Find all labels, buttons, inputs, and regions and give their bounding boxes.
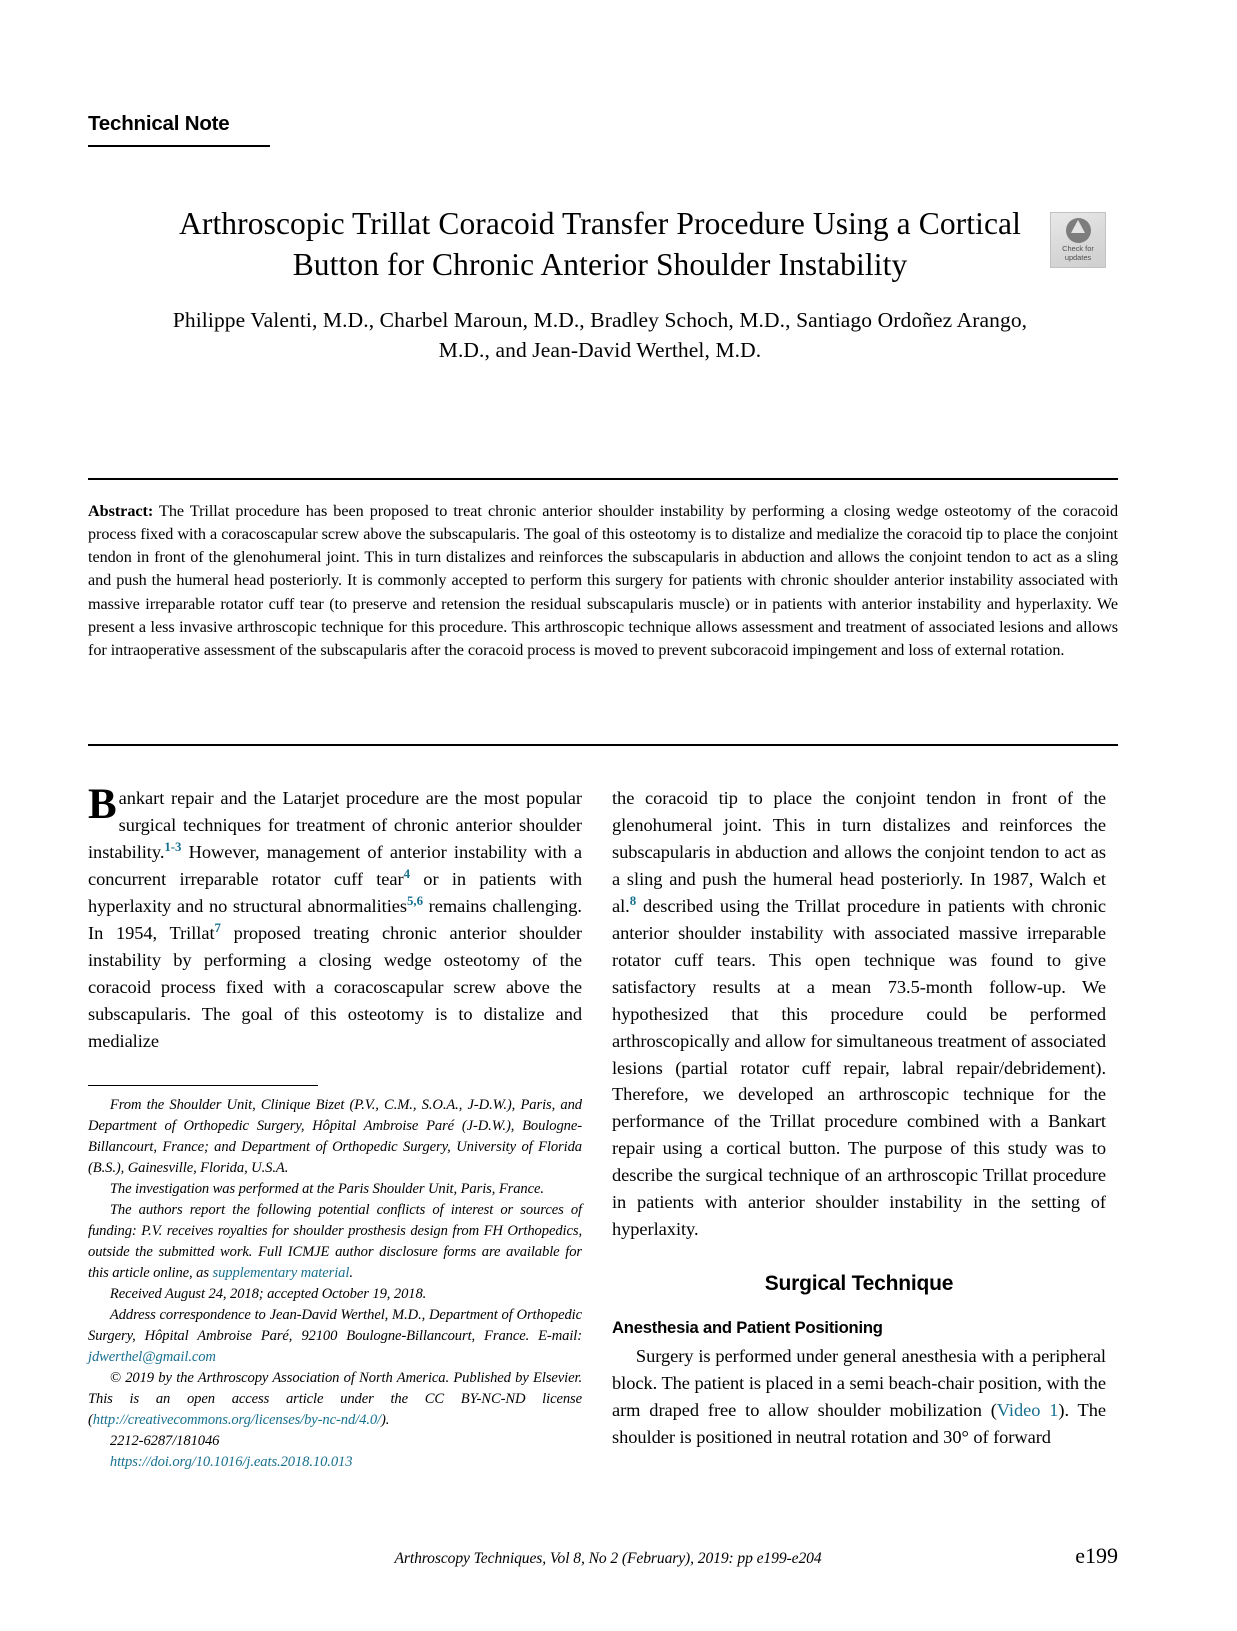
title-block <box>150 204 1050 365</box>
citation-ref-7[interactable]: 7 <box>214 920 221 935</box>
footnote-divider <box>88 1085 318 1086</box>
abstract-bottom-divider <box>88 744 1118 746</box>
intro-paragraph <box>88 781 582 1055</box>
intro-text-a: ankart repair and the Latarjet procedure are the most popular surgical techniques for treatment of chronic anterior shoulder instability. <box>88 788 582 862</box>
page-number: e199 <box>1075 1543 1118 1568</box>
footnote-doi <box>88 1452 582 1473</box>
footnote-block <box>88 1095 582 1473</box>
body-column-right <box>612 785 1106 1451</box>
document-type-header <box>88 112 1118 147</box>
corresponding-author-email-link[interactable]: jdwerthel@gmail.com <box>88 1349 216 1365</box>
crossmark-label-line2: updates <box>1064 252 1092 262</box>
author-list: Philippe Valenti, M.D., Charbel Maroun, M.D., Bradley Schoch, M.D., Santiago Ordoñez Arango, M.D., and Jean-David Werthel, M.D. <box>172 307 1028 362</box>
anesthesia-text-a: Surgery is performed under general anesthesia with a peripheral block. The patient is placed in a semi beach-chair position, with the arm draped free to allow shoulder mobilization ( <box>612 1346 1106 1421</box>
citation-ref-1-3[interactable]: 1-3 <box>164 839 182 854</box>
abstract <box>88 500 1118 662</box>
footnote-conflicts-end: . <box>349 1265 353 1281</box>
footnote-copyright-text: © 2019 by the Arthroscopy Association of North America. Published by Elsevier. This is an open access article under the CC BY-NC-ND license ( <box>88 1370 582 1428</box>
journal-citation: Arthroscopy Techniques, Vol 8, No 2 (February), 2019: pp e199-e204 <box>394 1550 822 1567</box>
intro-text-b: However, management of anterior instability with a concurrent irreparable rotator cuff tear <box>88 841 582 889</box>
doi-link[interactable]: https://doi.org/10.1016/j.eats.2018.10.013 <box>109 1454 353 1470</box>
abstract-text: The Trillat procedure has been proposed to treat chronic anterior shoulder instability by performing a closing wedge osteotomy of the coracoid process fixed with a coracoscapular screw above the subscapularis. The goal of this osteotomy is to distalize and medialize the coracoid tip to place the conjoint tendon in front of the glenohumeral joint. This in turn distalizes and reinforces the subscapularis in abduction and allows the conjoint tendon to act as a sling and push the humeral head posteriorly. It is commonly accepted to perform this surgery for patients with chronic shoulder anterior instability associated with massive irreparable rotator cuff tear (to preserve and retension the residual subscapularis muscle) or in patients with anterior instability and hyperlaxity. We present a less invasive arthroscopic technique for this procedure. This arthroscopic technique allows assessment and treatment of associated lesions and allows for intraoperative assessment of the subscapularis after the coracoid process is moved to prevent subcoracoid impingement and loss of external rotation. <box>88 502 1118 659</box>
citation-ref-4[interactable]: 4 <box>403 866 410 881</box>
footnote-copyright-end: ). <box>381 1412 390 1428</box>
article-title: Arthroscopic Trillat Coracoid Transfer Procedure Using a Cortical Button for Chronic Anterior Shoulder Instability <box>179 206 1021 282</box>
footnote-correspondence-text: Address correspondence to Jean-David Werthel, M.D., Department of Orthopedic Surgery, Hôpital Ambroise Paré, 92100 Boulogne-Billancourt, France. E-mail: <box>88 1307 582 1344</box>
drop-cap: B <box>88 781 117 828</box>
body-column-left <box>88 781 582 1055</box>
abstract-top-divider <box>88 478 1118 480</box>
intro-text-e: proposed treating chronic anterior shoulder instability by performing a closing wedge osteotomy of the coracoid process fixed with a coracoscapular screw above the subscapularis. The goal of this osteotomy is to distalize and medialize <box>88 922 582 1051</box>
page-footer <box>88 1543 1118 1569</box>
crossmark-label <box>1062 245 1094 262</box>
anesthesia-paragraph <box>612 1343 1106 1451</box>
footnote-investigation: The investigation was performed at the Paris Shoulder Unit, Paris, France. <box>109 1181 544 1197</box>
intro-continued-paragraph <box>612 785 1106 1243</box>
footnote-received: Received August 24, 2018; accepted October 19, 2018. <box>109 1286 427 1302</box>
anesthesia-text-b: ). The shoulder is positioned in neutral rotation and 30° of forward <box>612 1400 1106 1448</box>
header-divider <box>88 145 270 147</box>
footnote-correspondence <box>88 1305 582 1368</box>
crossmark-label-line1: Check for <box>1062 243 1094 253</box>
section-heading-surgical-technique: Surgical Technique <box>764 1272 954 1296</box>
intro-continued-text-a: the coracoid tip to place the conjoint tendon in front of the glenohumeral joint. This in turn distalizes and reinforces the subscapularis in abduction and allows the conjoint tendon to act as a sling and push the humeral head posteriorly. In 1987, Walch et al. <box>612 788 1106 916</box>
footnote-conflicts <box>88 1200 582 1284</box>
footnote-article-id: 2212-6287/181046 <box>109 1433 220 1449</box>
abstract-label: Abstract: <box>88 502 154 520</box>
citation-ref-8[interactable]: 8 <box>629 893 637 908</box>
footnote-affiliation: From the Shoulder Unit, Clinique Bizet (P.V., C.M., S.O.A., J-D.W.), Paris, and Department of Orthopedic Surgery, Hôpital Ambroise Paré (J-D.W.), Boulogne-Billancourt, France; and Department of Orthopedic Surgery, University of Florida (B.S.), Gainesville, Florida, U.S.A. <box>88 1097 582 1176</box>
subsection-heading-anesthesia: Anesthesia and Patient Positioning <box>612 1317 883 1337</box>
video-1-link[interactable]: Video 1 <box>996 1400 1059 1421</box>
check-for-updates-badge[interactable] <box>1050 212 1106 268</box>
intro-continued-text-b: described using the Trillat procedure in patients with chronic anterior shoulder instability with associated massive irreparable rotator cuff tears. This open technique was found to give satisfactory results at a mean 73.5-month follow-up. We hypothesized that this procedure could be performed arthroscopically and allow for simultaneous treatment of associated lesions (partial rotator cuff repair, labral repair/debridement). Therefore, we developed an arthroscopic technique for the performance of the Trillat procedure combined with a Bankart repair using a cortical button. The purpose of this study was to describe the surgical technique of an arthroscopic Trillat procedure in patients with anterior shoulder instability in the setting of hyperlaxity. <box>612 895 1106 1240</box>
footnote-copyright <box>88 1368 582 1431</box>
supplementary-material-link[interactable]: supplementary material <box>212 1265 350 1281</box>
document-type-label: Technical Note <box>88 112 230 135</box>
intro-text-d: remains challenging. In 1954, Trillat <box>88 895 582 943</box>
footnote-conflicts-text: The authors report the following potential conflicts of interest or sources of funding: P.V. receives royalties for shoulder prosthesis design from FH Orthopedics, outside the submitted work. Full ICMJE author disclosure forms are available for this article online, as <box>88 1202 582 1281</box>
citation-ref-5-6[interactable]: 5,6 <box>407 893 423 908</box>
crossmark-icon <box>1066 218 1091 243</box>
license-link[interactable]: http://creativecommons.org/licenses/by-nc-nd/4.0/ <box>92 1412 382 1428</box>
intro-text-c: or in patients with hyperlaxity and no structural abnormalities <box>88 868 582 916</box>
